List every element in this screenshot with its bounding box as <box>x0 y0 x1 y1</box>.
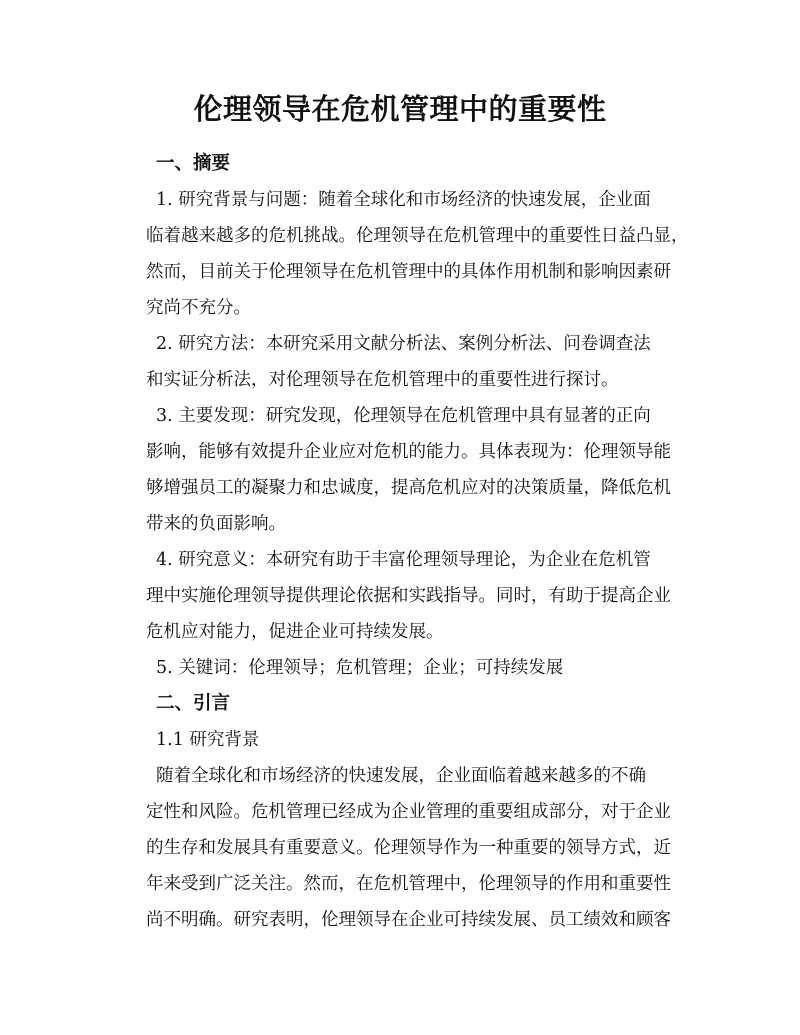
paragraph-line: 尚不明确。研究表明，伦理领导在企业可持续发展、员工绩效和顾客 <box>146 910 671 930</box>
subsection-heading-background: 1.1 研究背景 <box>156 730 260 750</box>
paragraph-line: 带来的负面影响。 <box>146 514 286 534</box>
paragraph-line: 究尚不充分。 <box>146 298 251 318</box>
keywords-line: 5. 关键词：伦理领导；危机管理；企业；可持续发展 <box>156 658 564 678</box>
paragraph-line: 和实证分析法，对伦理领导在危机管理中的重要性进行探讨。 <box>146 370 619 390</box>
paragraph-line: 随着全球化和市场经济的快速发展，企业面临着越来越多的不确 <box>156 766 646 786</box>
paragraph-line: 影响，能够有效提升企业应对危机的能力。具体表现为：伦理领导能 <box>146 442 671 462</box>
paragraph-line: 危机应对能力，促进企业可持续发展。 <box>146 622 444 642</box>
paragraph-line: 够增强员工的凝聚力和忠诚度，提高危机应对的决策质量，降低危机 <box>146 478 671 498</box>
document-title: 伦理领导在危机管理中的重要性 <box>193 92 607 126</box>
paragraph-line: 然而，目前关于伦理领导在危机管理中的具体作用机制和影响因素研 <box>146 262 671 282</box>
section-heading-introduction: 二、引言 <box>156 693 231 714</box>
section-heading-abstract: 一、摘要 <box>156 153 231 174</box>
paragraph-line: 定性和风险。危机管理已经成为企业管理的重要组成部分，对于企业 <box>146 802 671 822</box>
paragraph-line: 的生存和发展具有重要意义。伦理领导作为一种重要的领导方式，近 <box>146 838 671 858</box>
paragraph-line: 4. 研究意义：本研究有助于丰富伦理领导理论，为企业在危机管 <box>156 550 651 570</box>
paragraph-line: 1. 研究背景与问题：随着全球化和市场经济的快速发展，企业面 <box>156 190 651 210</box>
paragraph-line: 年来受到广泛关注。然而，在危机管理中，伦理领导的作用和重要性 <box>146 874 671 894</box>
paragraph-line: 3. 主要发现：研究发现，伦理领导在危机管理中具有显著的正向 <box>156 406 651 426</box>
paragraph-line: 2. 研究方法：本研究采用文献分析法、案例分析法、问卷调查法 <box>156 334 651 354</box>
paragraph-line: 临着越来越多的危机挑战。伦理领导在危机管理中的重要性日益凸显， <box>146 226 689 246</box>
paragraph-line: 理中实施伦理领导提供理论依据和实践指导。同时，有助于提高企业 <box>146 586 671 606</box>
